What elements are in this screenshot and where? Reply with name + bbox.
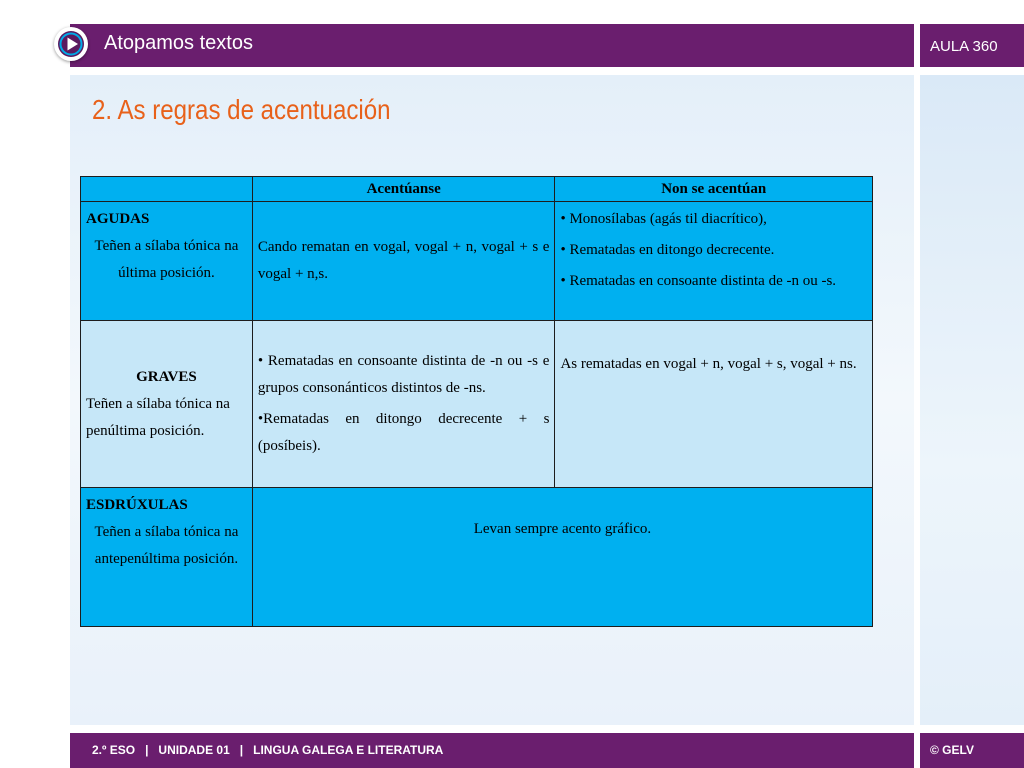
rule-text: • Monosílabas (agás til diacrítico), (560, 211, 767, 227)
table-header-row (81, 177, 873, 202)
footer-bar (70, 733, 914, 768)
rule-text: • Rematadas en ditongo decrecente. (560, 242, 775, 258)
table-row-esdruxulas (81, 488, 873, 627)
header-cell-not-accented: Non se acentúan (555, 177, 873, 202)
header-cell-accented: Acentúanse (252, 177, 555, 202)
table-row-graves (81, 321, 873, 488)
category-description: Teñen a sílaba tónica na última posición. (94, 238, 239, 281)
play-button[interactable] (54, 27, 88, 61)
not-accented-cell-agudas (555, 202, 873, 321)
header-cell-empty (81, 177, 253, 202)
category-name: ESDRÚXULAS (86, 497, 188, 513)
table-row-agudas (81, 202, 873, 321)
side-panel (920, 75, 1024, 725)
accented-cell-agudas (252, 202, 555, 321)
category-cell-agudas (81, 202, 253, 321)
accented-cell-graves (252, 321, 555, 488)
header-title: Atopamos textos (104, 32, 253, 54)
rule-text: Levan sempre acento gráfico. (473, 521, 652, 537)
play-circle-icon (56, 29, 86, 59)
rule-text: Cando rematan en vogal, vogal + n, vogal + s e vogal + n,s. (257, 239, 550, 282)
rule-text: • Rematadas en consoante distinta de -n ou -s. (560, 273, 837, 289)
footer-course-info: 2.º ESO | UNIDADE 01 | LINGUA GALEGA E LITERATURA (92, 743, 444, 757)
brand-label: AULA 360 (930, 38, 998, 55)
copyright-label: © GELV (930, 743, 974, 757)
accentuation-rules-table (80, 176, 873, 627)
category-name: AGUDAS (86, 211, 150, 227)
not-accented-cell-graves (555, 321, 873, 488)
rule-text: • Rematadas en consoante distinta de -n ou -s e grupos consonánticos distintos de -ns. (257, 353, 550, 396)
rule-text: •Rematadas en ditongo decrecente + s (posíbeis). (257, 411, 550, 454)
category-description: Teñen a sílaba tónica na antepenúltima posición. (94, 524, 239, 567)
all-accented-cell-esdruxulas (252, 488, 872, 627)
category-description: Teñen a sílaba tónica na penúltima posición. (86, 395, 230, 439)
category-name: GRAVES (136, 368, 197, 385)
category-cell-esdruxulas (81, 488, 253, 627)
header-bar (70, 24, 914, 67)
copyright-box (920, 733, 1024, 768)
category-cell-graves (81, 321, 253, 488)
slide-title: 2. As regras de acentuación (92, 94, 391, 125)
brand-box (920, 24, 1024, 67)
rule-text: As rematadas en vogal + n, vogal + s, vogal + ns. (560, 356, 857, 372)
